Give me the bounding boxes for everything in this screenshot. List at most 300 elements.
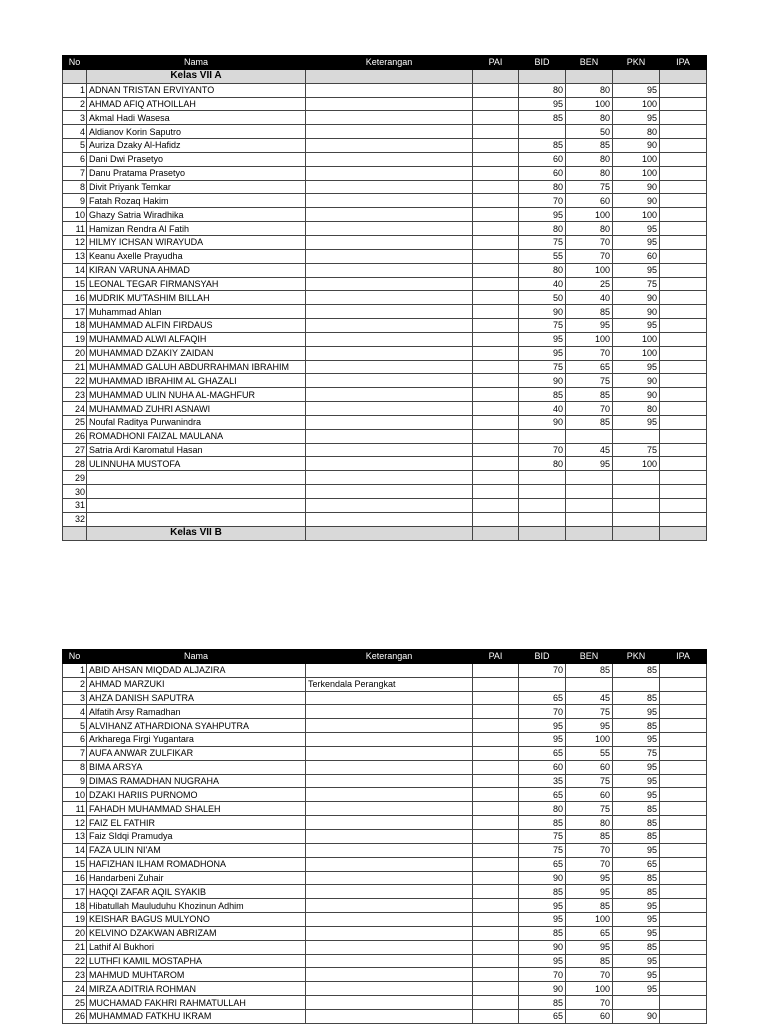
cell-ben[interactable]: 85 <box>566 305 613 319</box>
cell-bid[interactable]: 95 <box>519 346 566 360</box>
cell-ipa[interactable] <box>660 208 707 222</box>
cell-ben[interactable]: 75 <box>566 180 613 194</box>
cell-keterangan[interactable] <box>306 152 473 166</box>
cell-nama[interactable]: AUFA ANWAR ZULFIKAR <box>87 746 306 760</box>
cell-pai[interactable] <box>473 263 519 277</box>
cell-no[interactable]: 23 <box>63 388 87 402</box>
cell-keterangan[interactable] <box>306 125 473 139</box>
cell-ben[interactable]: 75 <box>566 774 613 788</box>
cell-no[interactable]: 12 <box>63 816 87 830</box>
cell-nama[interactable]: Hamizan Rendra Al Fatih <box>87 222 306 236</box>
cell[interactable] <box>519 526 566 540</box>
cell-pkn[interactable] <box>613 429 660 443</box>
cell-ipa[interactable] <box>660 871 707 885</box>
cell-nama[interactable]: Satria Ardi Karomatul Hasan <box>87 443 306 457</box>
cell-ipa[interactable] <box>660 982 707 996</box>
header-nama[interactable]: Nama <box>87 56 306 70</box>
cell-nama[interactable]: ROMADHONI FAIZAL MAULANA <box>87 429 306 443</box>
cell-ben[interactable]: 100 <box>566 733 613 747</box>
cell-no[interactable]: 6 <box>63 733 87 747</box>
cell-nama[interactable]: Dani Dwi Prasetyo <box>87 152 306 166</box>
cell-bid[interactable] <box>519 499 566 513</box>
cell-no[interactable]: 1 <box>63 663 87 677</box>
cell-nama[interactable]: Noufal Raditya Purwanindra <box>87 415 306 429</box>
cell-pai[interactable] <box>473 1009 519 1023</box>
cell-keterangan[interactable] <box>306 733 473 747</box>
cell-bid[interactable]: 80 <box>519 83 566 97</box>
cell-ben[interactable]: 100 <box>566 97 613 111</box>
cell-ipa[interactable] <box>660 402 707 416</box>
cell-ipa[interactable] <box>660 139 707 153</box>
cell-keterangan[interactable] <box>306 222 473 236</box>
cell-ipa[interactable] <box>660 152 707 166</box>
cell-bid[interactable]: 95 <box>519 733 566 747</box>
cell-pkn[interactable]: 100 <box>613 457 660 471</box>
cell-ipa[interactable] <box>660 194 707 208</box>
cell-no[interactable]: 28 <box>63 457 87 471</box>
cell-nama[interactable]: MUHAMMAD GALUH ABDURRAHMAN IBRAHIM <box>87 360 306 374</box>
cell-keterangan[interactable] <box>306 829 473 843</box>
cell-pai[interactable] <box>473 691 519 705</box>
cell-no[interactable]: 18 <box>63 899 87 913</box>
cell-no[interactable]: 2 <box>63 677 87 691</box>
cell-pkn[interactable]: 95 <box>613 899 660 913</box>
cell-pai[interactable] <box>473 166 519 180</box>
cell-ben[interactable]: 80 <box>566 83 613 97</box>
cell-ipa[interactable] <box>660 457 707 471</box>
cell-keterangan[interactable] <box>306 499 473 513</box>
cell-keterangan[interactable] <box>306 319 473 333</box>
cell-nama[interactable]: Danu Pratama Prasetyo <box>87 166 306 180</box>
cell-no[interactable]: 5 <box>63 719 87 733</box>
cell-ipa[interactable] <box>660 83 707 97</box>
cell-no[interactable]: 9 <box>63 194 87 208</box>
cell-ipa[interactable] <box>660 885 707 899</box>
cell-pai[interactable] <box>473 249 519 263</box>
cell-nama[interactable]: Faiz SIdqi Pramudya <box>87 829 306 843</box>
cell-bid[interactable]: 65 <box>519 691 566 705</box>
cell-ben[interactable]: 100 <box>566 913 613 927</box>
cell-ben[interactable] <box>566 512 613 526</box>
cell-ben[interactable]: 75 <box>566 802 613 816</box>
cell-pkn[interactable] <box>613 512 660 526</box>
cell-keterangan[interactable] <box>306 208 473 222</box>
cell-keterangan[interactable] <box>306 719 473 733</box>
cell[interactable] <box>613 69 660 83</box>
cell[interactable] <box>519 69 566 83</box>
cell-pai[interactable] <box>473 319 519 333</box>
cell-ipa[interactable] <box>660 249 707 263</box>
header-ipa[interactable]: IPA <box>660 56 707 70</box>
cell-ben[interactable]: 95 <box>566 871 613 885</box>
cell-pkn[interactable]: 100 <box>613 346 660 360</box>
cell-bid[interactable]: 80 <box>519 180 566 194</box>
cell-bid[interactable]: 65 <box>519 857 566 871</box>
cell-no[interactable]: 13 <box>63 829 87 843</box>
cell-no[interactable]: 1 <box>63 83 87 97</box>
cell-ben[interactable]: 65 <box>566 360 613 374</box>
cell-bid[interactable] <box>519 512 566 526</box>
cell-bid[interactable]: 80 <box>519 222 566 236</box>
cell-ben[interactable]: 85 <box>566 899 613 913</box>
cell-bid[interactable]: 90 <box>519 305 566 319</box>
cell[interactable] <box>613 526 660 540</box>
cell-pai[interactable] <box>473 899 519 913</box>
cell-ben[interactable]: 70 <box>566 249 613 263</box>
cell-no[interactable]: 4 <box>63 705 87 719</box>
cell-nama[interactable]: Muhammad Ahlan <box>87 305 306 319</box>
cell-keterangan[interactable] <box>306 374 473 388</box>
cell-bid[interactable] <box>519 471 566 485</box>
cell-no[interactable]: 23 <box>63 968 87 982</box>
cell[interactable] <box>566 526 613 540</box>
cell-pai[interactable] <box>473 705 519 719</box>
cell-nama[interactable]: FAHADH MUHAMMAD SHALEH <box>87 802 306 816</box>
cell-no[interactable]: 3 <box>63 111 87 125</box>
cell-pai[interactable] <box>473 194 519 208</box>
cell-ben[interactable]: 60 <box>566 788 613 802</box>
cell-ben[interactable] <box>566 429 613 443</box>
header-keterangan[interactable]: Keterangan <box>306 56 473 70</box>
cell-pai[interactable] <box>473 954 519 968</box>
cell[interactable] <box>306 526 473 540</box>
cell-pkn[interactable] <box>613 471 660 485</box>
cell-keterangan[interactable] <box>306 415 473 429</box>
cell-nama[interactable]: Keanu Axelle Prayudha <box>87 249 306 263</box>
cell[interactable] <box>660 69 707 83</box>
cell-ben[interactable]: 80 <box>566 166 613 180</box>
cell-bid[interactable]: 95 <box>519 954 566 968</box>
cell-no[interactable]: 32 <box>63 512 87 526</box>
cell-keterangan[interactable] <box>306 885 473 899</box>
cell-nama[interactable]: MUHAMMAD IBRAHIM AL GHAZALI <box>87 374 306 388</box>
cell-ipa[interactable] <box>660 816 707 830</box>
cell-bid[interactable]: 55 <box>519 249 566 263</box>
cell-pkn[interactable]: 100 <box>613 97 660 111</box>
cell-bid[interactable]: 80 <box>519 457 566 471</box>
cell-keterangan[interactable] <box>306 485 473 499</box>
cell-pai[interactable] <box>473 374 519 388</box>
header-no[interactable]: No <box>63 56 87 70</box>
cell-no[interactable]: 12 <box>63 235 87 249</box>
cell-pkn[interactable]: 60 <box>613 249 660 263</box>
cell-pai[interactable] <box>473 83 519 97</box>
cell-bid[interactable]: 65 <box>519 1009 566 1023</box>
header-ipa[interactable]: IPA <box>660 650 707 664</box>
cell-keterangan[interactable] <box>306 166 473 180</box>
cell-no[interactable]: 18 <box>63 319 87 333</box>
cell-keterangan[interactable] <box>306 97 473 111</box>
group-title[interactable]: Kelas VII A <box>87 69 306 83</box>
cell-pai[interactable] <box>473 457 519 471</box>
cell-keterangan[interactable] <box>306 402 473 416</box>
cell-pkn[interactable]: 95 <box>613 954 660 968</box>
cell-pkn[interactable]: 85 <box>613 885 660 899</box>
cell-ben[interactable]: 95 <box>566 319 613 333</box>
cell-no[interactable]: 5 <box>63 139 87 153</box>
cell-bid[interactable]: 90 <box>519 415 566 429</box>
cell-nama[interactable]: Handarbeni Zuhair <box>87 871 306 885</box>
cell-nama[interactable]: AHZA DANISH SAPUTRA <box>87 691 306 705</box>
cell-pai[interactable] <box>473 291 519 305</box>
cell-pai[interactable] <box>473 305 519 319</box>
cell-pkn[interactable] <box>613 677 660 691</box>
cell-no[interactable]: 15 <box>63 857 87 871</box>
cell-pkn[interactable]: 90 <box>613 1009 660 1023</box>
cell-keterangan[interactable] <box>306 429 473 443</box>
cell-bid[interactable]: 90 <box>519 940 566 954</box>
cell-ben[interactable] <box>566 677 613 691</box>
cell-no[interactable]: 11 <box>63 222 87 236</box>
cell-bid[interactable]: 40 <box>519 402 566 416</box>
cell-ben[interactable]: 60 <box>566 1009 613 1023</box>
cell-pkn[interactable]: 85 <box>613 691 660 705</box>
cell-pai[interactable] <box>473 235 519 249</box>
cell-keterangan[interactable] <box>306 899 473 913</box>
cell-pai[interactable] <box>473 471 519 485</box>
cell-keterangan[interactable] <box>306 705 473 719</box>
cell-no[interactable]: 26 <box>63 429 87 443</box>
cell-pai[interactable] <box>473 677 519 691</box>
cell-keterangan[interactable] <box>306 843 473 857</box>
cell-nama[interactable]: Akmal Hadi Wasesa <box>87 111 306 125</box>
cell-pkn[interactable]: 85 <box>613 816 660 830</box>
cell-nama[interactable]: MIRZA ADITRIA ROHMAN <box>87 982 306 996</box>
cell-ipa[interactable] <box>660 857 707 871</box>
cell-pai[interactable] <box>473 499 519 513</box>
cell-ipa[interactable] <box>660 111 707 125</box>
header-ben[interactable]: BEN <box>566 56 613 70</box>
cell-nama[interactable]: AHMAD AFIQ ATHOILLAH <box>87 97 306 111</box>
cell-no[interactable]: 21 <box>63 940 87 954</box>
cell-nama[interactable]: Divit Priyank Temkar <box>87 180 306 194</box>
cell-ben[interactable]: 95 <box>566 457 613 471</box>
cell-keterangan[interactable] <box>306 139 473 153</box>
cell-ben[interactable]: 55 <box>566 746 613 760</box>
cell-no[interactable]: 8 <box>63 180 87 194</box>
cell-keterangan[interactable] <box>306 83 473 97</box>
cell-ben[interactable]: 50 <box>566 125 613 139</box>
cell-nama[interactable]: MUHAMMAD DZAKIY ZAIDAN <box>87 346 306 360</box>
cell-pai[interactable] <box>473 940 519 954</box>
cell-ipa[interactable] <box>660 235 707 249</box>
cell-no[interactable]: 20 <box>63 346 87 360</box>
cell-ipa[interactable] <box>660 691 707 705</box>
cell-keterangan[interactable] <box>306 816 473 830</box>
cell-ipa[interactable] <box>660 305 707 319</box>
cell-pkn[interactable]: 85 <box>613 940 660 954</box>
cell-pai[interactable] <box>473 885 519 899</box>
cell-ipa[interactable] <box>660 332 707 346</box>
cell-keterangan[interactable]: Terkendala Perangkat <box>306 677 473 691</box>
cell-ben[interactable]: 70 <box>566 235 613 249</box>
cell-bid[interactable]: 65 <box>519 746 566 760</box>
cell-ipa[interactable] <box>660 499 707 513</box>
cell-bid[interactable]: 40 <box>519 277 566 291</box>
cell-ipa[interactable] <box>660 222 707 236</box>
cell-ipa[interactable] <box>660 180 707 194</box>
cell-pkn[interactable]: 90 <box>613 180 660 194</box>
cell-bid[interactable]: 50 <box>519 291 566 305</box>
cell-bid[interactable]: 70 <box>519 194 566 208</box>
cell-no[interactable]: 21 <box>63 360 87 374</box>
cell-no[interactable]: 9 <box>63 774 87 788</box>
cell-nama[interactable]: MUDRIK MU'TASHIM BILLAH <box>87 291 306 305</box>
cell[interactable] <box>473 69 519 83</box>
cell-ipa[interactable] <box>660 733 707 747</box>
cell-no[interactable]: 24 <box>63 402 87 416</box>
cell-bid[interactable] <box>519 125 566 139</box>
cell-ben[interactable]: 75 <box>566 705 613 719</box>
cell-keterangan[interactable] <box>306 954 473 968</box>
cell[interactable] <box>306 69 473 83</box>
cell-ipa[interactable] <box>660 263 707 277</box>
cell-bid[interactable]: 75 <box>519 319 566 333</box>
cell-no[interactable]: 14 <box>63 843 87 857</box>
cell-pai[interactable] <box>473 982 519 996</box>
cell-keterangan[interactable] <box>306 111 473 125</box>
cell-pkn[interactable]: 75 <box>613 443 660 457</box>
cell-keterangan[interactable] <box>306 443 473 457</box>
cell-bid[interactable]: 80 <box>519 263 566 277</box>
cell-no[interactable]: 16 <box>63 871 87 885</box>
cell-keterangan[interactable] <box>306 360 473 374</box>
cell-bid[interactable]: 70 <box>519 443 566 457</box>
cell-ipa[interactable] <box>660 374 707 388</box>
cell-nama[interactable]: KELVINO DZAKWAN ABRIZAM <box>87 926 306 940</box>
cell-ipa[interactable] <box>660 663 707 677</box>
cell-keterangan[interactable] <box>306 982 473 996</box>
cell-pai[interactable] <box>473 843 519 857</box>
cell-no[interactable]: 7 <box>63 746 87 760</box>
cell-nama[interactable]: MAHMUD MUHTAROM <box>87 968 306 982</box>
cell-keterangan[interactable] <box>306 746 473 760</box>
cell-nama[interactable]: KIRAN VARUNA AHMAD <box>87 263 306 277</box>
cell-ben[interactable]: 70 <box>566 857 613 871</box>
cell-pai[interactable] <box>473 360 519 374</box>
cell-bid[interactable]: 65 <box>519 788 566 802</box>
cell-ben[interactable]: 80 <box>566 152 613 166</box>
cell-pai[interactable] <box>473 111 519 125</box>
group-title[interactable]: Kelas VII B <box>87 526 306 540</box>
cell-pai[interactable] <box>473 222 519 236</box>
cell-pkn[interactable]: 95 <box>613 760 660 774</box>
cell-pkn[interactable]: 95 <box>613 968 660 982</box>
cell-nama[interactable] <box>87 499 306 513</box>
cell-bid[interactable]: 85 <box>519 926 566 940</box>
cell-pai[interactable] <box>473 816 519 830</box>
cell-no[interactable]: 25 <box>63 996 87 1010</box>
cell-keterangan[interactable] <box>306 180 473 194</box>
cell-bid[interactable]: 95 <box>519 208 566 222</box>
header-bid[interactable]: BID <box>519 56 566 70</box>
cell-no[interactable]: 13 <box>63 249 87 263</box>
cell-no[interactable]: 17 <box>63 305 87 319</box>
cell-keterangan[interactable] <box>306 926 473 940</box>
cell-keterangan[interactable] <box>306 388 473 402</box>
cell-keterangan[interactable] <box>306 346 473 360</box>
cell-pai[interactable] <box>473 125 519 139</box>
cell-no[interactable]: 19 <box>63 332 87 346</box>
cell-nama[interactable]: BIMA ARSYA <box>87 760 306 774</box>
cell-pkn[interactable]: 75 <box>613 277 660 291</box>
cell-nama[interactable]: ULINNUHA MUSTOFA <box>87 457 306 471</box>
cell-bid[interactable]: 95 <box>519 899 566 913</box>
cell-nama[interactable]: FAIZ EL FATHIR <box>87 816 306 830</box>
cell-nama[interactable]: LEONAL TEGAR FIRMANSYAH <box>87 277 306 291</box>
cell-no[interactable]: 3 <box>63 691 87 705</box>
cell-ben[interactable]: 40 <box>566 291 613 305</box>
cell-pkn[interactable]: 85 <box>613 802 660 816</box>
cell-bid[interactable]: 90 <box>519 374 566 388</box>
cell-pkn[interactable]: 95 <box>613 843 660 857</box>
cell-no[interactable]: 24 <box>63 982 87 996</box>
cell-pkn[interactable]: 95 <box>613 788 660 802</box>
cell-keterangan[interactable] <box>306 263 473 277</box>
cell-ipa[interactable] <box>660 926 707 940</box>
cell-keterangan[interactable] <box>306 235 473 249</box>
cell-bid[interactable]: 95 <box>519 97 566 111</box>
cell-nama[interactable]: MUHAMMAD FATKHU IKRAM <box>87 1009 306 1023</box>
cell-pai[interactable] <box>473 802 519 816</box>
cell-nama[interactable]: MUHAMMAD ZUHRI ASNAWI <box>87 402 306 416</box>
cell-no[interactable]: 19 <box>63 913 87 927</box>
cell-ben[interactable]: 100 <box>566 982 613 996</box>
cell-nama[interactable]: Fatah Rozaq Hakim <box>87 194 306 208</box>
cell-ipa[interactable] <box>660 760 707 774</box>
cell-ipa[interactable] <box>660 829 707 843</box>
cell-bid[interactable]: 75 <box>519 829 566 843</box>
cell-ben[interactable]: 95 <box>566 940 613 954</box>
cell-pkn[interactable]: 95 <box>613 774 660 788</box>
cell-pai[interactable] <box>473 512 519 526</box>
cell-nama[interactable]: Aldianov Korin Saputro <box>87 125 306 139</box>
cell-pkn[interactable]: 95 <box>613 319 660 333</box>
cell-pkn[interactable]: 95 <box>613 705 660 719</box>
cell-ben[interactable]: 85 <box>566 388 613 402</box>
cell-ben[interactable]: 85 <box>566 139 613 153</box>
cell-nama[interactable]: Hibatullah Mauluduhu Khozinun Adhim <box>87 899 306 913</box>
cell-ipa[interactable] <box>660 913 707 927</box>
cell[interactable] <box>660 526 707 540</box>
cell-pkn[interactable]: 95 <box>613 415 660 429</box>
cell-ipa[interactable] <box>660 899 707 913</box>
cell-pai[interactable] <box>473 746 519 760</box>
cell-ben[interactable]: 85 <box>566 415 613 429</box>
cell-bid[interactable]: 70 <box>519 968 566 982</box>
cell-no[interactable]: 6 <box>63 152 87 166</box>
cell-ben[interactable]: 85 <box>566 954 613 968</box>
cell-pkn[interactable]: 85 <box>613 829 660 843</box>
cell-no[interactable]: 7 <box>63 166 87 180</box>
cell-bid[interactable]: 95 <box>519 719 566 733</box>
cell-keterangan[interactable] <box>306 457 473 471</box>
cell-pkn[interactable]: 90 <box>613 194 660 208</box>
cell-nama[interactable]: Arkharega Firgi Yugantara <box>87 733 306 747</box>
cell-bid[interactable]: 85 <box>519 388 566 402</box>
cell-no[interactable]: 25 <box>63 415 87 429</box>
cell-bid[interactable]: 85 <box>519 885 566 899</box>
cell-keterangan[interactable] <box>306 291 473 305</box>
cell-keterangan[interactable] <box>306 996 473 1010</box>
cell-pkn[interactable]: 100 <box>613 166 660 180</box>
cell-pkn[interactable]: 90 <box>613 291 660 305</box>
cell-ben[interactable]: 45 <box>566 443 613 457</box>
cell-ipa[interactable] <box>660 954 707 968</box>
cell-pkn[interactable]: 85 <box>613 871 660 885</box>
cell-ipa[interactable] <box>660 774 707 788</box>
cell-nama[interactable]: HILMY ICHSAN WIRAYUDA <box>87 235 306 249</box>
